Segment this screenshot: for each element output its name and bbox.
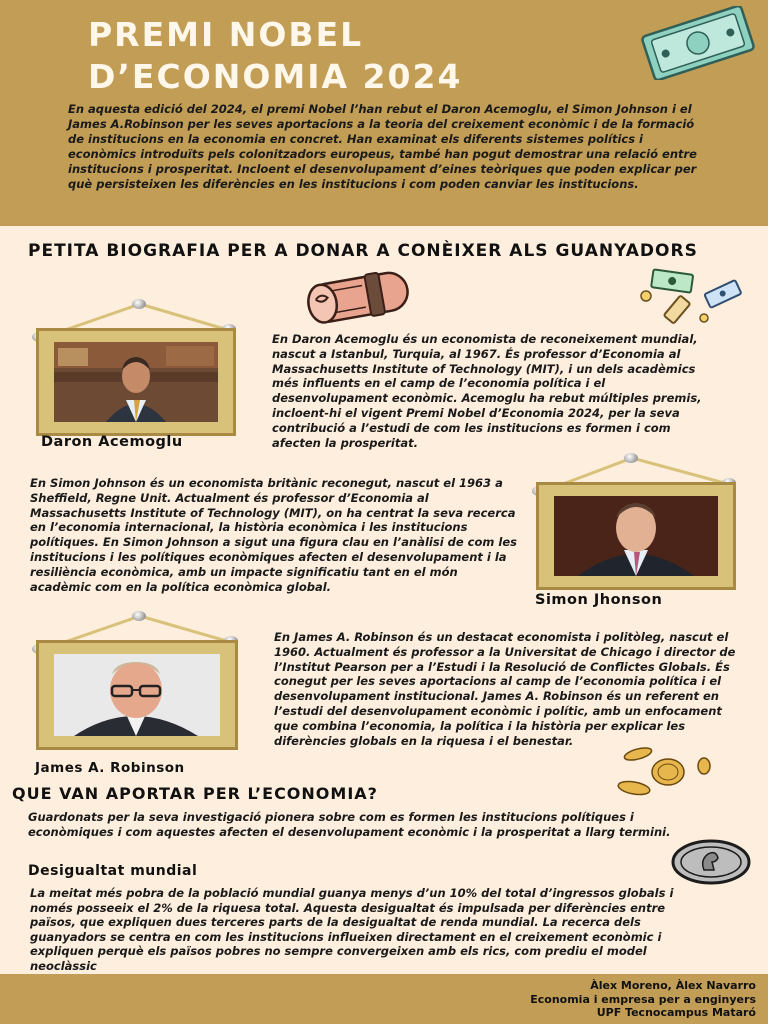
aportar-section-title: QUE VAN APORTAR PER L’ECONOMIA? <box>12 784 378 803</box>
bio-robinson: En James A. Robinson és un destacat economista i politòleg, nascut el 1960. Actualment és professor a la Universitat de Chicago i director de l’Institut Pearson per a l’Estudi i la Resolució de Conflictes Globals. És conegut per les seves aportacions al camp de l’economia política i el desenvolupament institucional. James A. Robinson és un referent en l’estudi del desenvolupament econòmic i polític, amb un enfocament que combina l’economia, la política i la història per explicar les diferències globals en la riquesa i el benestar. <box>274 630 736 748</box>
caption-acemoglu: Daron Acemoglu <box>41 434 183 450</box>
bio-acemoglu: En Daron Acemoglu és un economista de reconeixement mundial, nascut a Istanbul, Turquia, al 1967. És professor d’Economia al Massachusetts Institute of Technology (MIT), i un dels acadèmics més influents en el camp de l’economia política i el desenvolupament econòmic. Acemoglu ha rebut múltiples premis, incloent-hi el vigent Premi Nobel d’Economia 2024, per la seva contribució a l’estudi de com les institucions es formen i com afecten la prosperitat. <box>272 332 702 450</box>
title-line-2: D’ECONOMIA 2024 <box>88 57 463 96</box>
photo-frame-robinson <box>30 610 244 752</box>
caption-robinson: James A. Robinson <box>35 760 185 776</box>
footer-school: UPF Tecnocampus Mataró <box>596 1006 756 1019</box>
portrait-acemoglu <box>54 342 218 422</box>
intro-paragraph: En aquesta edició del 2024, el premi Nobel l’han rebut el Daron Acemoglu, el Simon Johnson i el James A.Robinson per les seves aportacions a la teoria del creixement econòmic i de la formació de institucions en la economia en concret. Han examinat els diferents sistemes polítics i econòmics introduïts pels colonitzadors europeus, també han pogut demostrar una relació entre institucions i prosperitat. Incloent el desenvolupament d’eines teòriques que poden explicar per què persisteixen les diferències en les institucions i com poden canviar les institucions. <box>68 102 697 191</box>
desigualtat-paragraph: La meitat més pobra de la població mundial guanya menys d’un 10% del total d’ingressos globals i només posseeix el 2% de la riquesa total. Aquesta desigualtat és impulsada per diferències entre països, que expliquen dues terceres parts de la desigualtat de renda mundial. La recerca dels guanyadors se centra en com les institucions influeixen directament en el creixement econòmic i expliquen perquè els països pobres no sempre convergeixen amb els rics, com prediu el model neoclàssic <box>30 886 674 973</box>
footer-authors: Àlex Moreno, Àlex Navarro <box>590 979 756 992</box>
title-line-1: PREMI NOBEL <box>88 15 364 54</box>
pin-icon <box>132 299 146 309</box>
pin-icon <box>624 453 638 463</box>
flying-bills-icon <box>632 266 744 330</box>
coins-icon <box>612 744 716 800</box>
coin-icon <box>670 838 752 886</box>
portrait-robinson <box>54 654 220 736</box>
bio-johnson: En Simon Johnson és un economista britànic reconegut, nascut el 1963 a Sheffield, Regne Unit. Actualment és professor d’Economia al Massachusetts Institute of Technology (MIT), on ha centrat la seva recerca en l’economia internacional, la història econòmica i les institucions polítiques. En Simon Johnson a sigut una figura clau en l’anàlisi de com les institucions i les polítiques econòmiques afecten el desenvolupament i la resiliència econòmica, amb un impacte significatiu tant en el món acadèmic com en la política econòmica global. <box>30 476 517 594</box>
page-title <box>88 14 462 98</box>
caption-johnson: Simon Jhonson <box>535 592 663 608</box>
bio-section-title: PETITA BIOGRAFIA PER A DONAR A CONÈIXER ALS GUANYADORS <box>28 241 698 261</box>
photo-frame-acemoglu <box>30 298 242 440</box>
aportar-paragraph: Guardonats per la seva investigació pionera sobre com es formen les institucions polítiques i econòmiques i com aquestes afecten el desenvolupament econòmic i la prosperitat a llarg termini. <box>28 810 671 839</box>
photo-frame-johnson <box>528 452 742 594</box>
money-roll-icon <box>298 264 422 330</box>
footer-banner <box>0 974 768 1024</box>
footer-course: Economia i empresa per a enginyers <box>530 992 756 1006</box>
portrait-johnson <box>554 496 718 576</box>
desigualtat-title: Desigualtat mundial <box>28 863 198 879</box>
pin-icon <box>132 611 146 621</box>
footer-credits <box>530 979 756 1020</box>
banknote-icon <box>636 6 760 80</box>
